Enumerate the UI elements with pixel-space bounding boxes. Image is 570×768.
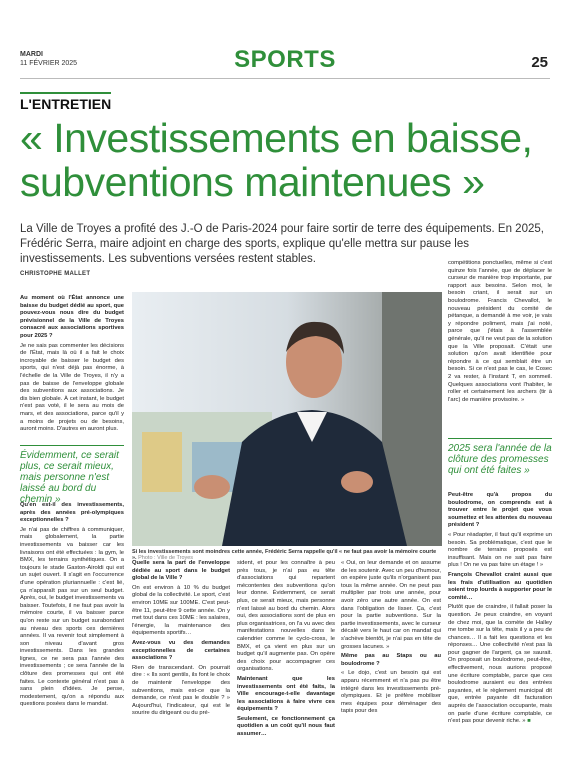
pull-quote-2: 2025 sera l'année de la clôture des promesses qui ont été faites » xyxy=(448,438,552,476)
photo-credit: Photo : Ville de Troyes xyxy=(138,555,194,561)
question-3: Quelle sera la part de l'enveloppe dédiée au sport dans le budget global de la Ville ? xyxy=(132,560,230,582)
column-4 xyxy=(341,560,441,718)
pull-quote-1: Évidemment, ce serait plus, ce serait mieux, mais personne n'est laissé au bord du chemin » xyxy=(20,445,124,505)
answer-8 xyxy=(448,604,552,726)
caption-text: Si les investissements sont moindres cette année, Frédéric Serra rappelle qu'il « ne faut pas avoir la mémoire courte ». xyxy=(132,549,437,561)
column-5 xyxy=(448,260,552,406)
question-6: Même pas au Staps ou au boulodrome ? xyxy=(341,653,441,667)
answer-3: On est environ à 10 % du budget global de la collectivité. Le sport, c'est environ 10ME sur 100ME. C'est peut-être 11, peut-être 9 cette année. On y met tout dans ces 10ME : les salaires, l'énergie, la maintenance des équipements sportifs… xyxy=(132,584,230,637)
question-8: François Chevallot craint aussi que les frais d'utilisation au quotidien soient trop lourds à supporter pour le comité… xyxy=(448,571,552,601)
question-2: Qu'en est-il des investissements, après des années pré-olympiques exceptionnelles ? xyxy=(20,502,124,524)
question-4: Avez-vous vu des demandes exceptionnelles de certaines associations ? xyxy=(132,639,230,662)
column-2 xyxy=(132,560,230,720)
question-1: Au moment où l'État annonce une baisse du budget dédié au sport, que pouvez-vous nous dire du budget prévisionnel de la Ville de Troyes consacré aux associations sportives pour 2025 ? xyxy=(20,295,124,339)
article-author: CHRISTOPHE MALLET xyxy=(20,271,91,277)
answer-4: Rien de transcendant. On pourrait dire : « Ils sont gentils, ils font le choix de maintenir l'enveloppe des subventions, mais est-ce que la demande, ce n'est pas le double ? » Aujourd'hui, l'indicateur, qui est le sourire du dirigeant ou du pré- xyxy=(132,664,230,717)
article-headline: « Investissements en baisse, subventions maintenues » xyxy=(20,115,533,205)
issue-day: MARDI xyxy=(20,51,43,58)
article-lead: La Ville de Troyes a profité des J.-O de Paris-2024 pour faire sortir de terre des équipements. En 2025, Frédéric Serra, maire adjoint en charge des sports, explique qu'elle mettra sur pause les investissements. Les subventions versées restent stables. xyxy=(20,223,544,265)
issue-date-text: 11 FÉVRIER 2025 xyxy=(20,60,78,67)
answer-5: « Oui, on leur demande et on assume de les soutenir. Avec un peu d'humour, on espère juste qu'ils n'organisent pas tous la même année. On ne peut pas multiplier par trois une année, pour avoir zéro une autre année. On est dans l'obligation de lisser. Ça, c'est pour la partie subventions. Sur la partie investissements, avec le curseur décalé vers le haut car on mandat qui s'achève bientôt, je n'ai pas en tête de grosses lacunes. » xyxy=(341,560,441,650)
answer-4-continued: sident, et pour les connaître à peu près tous, je n'ai pas eu tête d'associations qui repartent mécontentes des subventions qu'on leur donne. Évidemment, ce serait plus, ce serait mieux, mais personne n'est laissé au bord du chemin. Alors oui, des associations sont de plus en plus organisatrices, on l'a vu avec des manifestations nouvelles dans le calendrier comme le cyclo-cross, le BMX, et ça vient en plus sur un budget qu'il augmente pas. On opère des choix pour accompagner ces organisations. xyxy=(237,560,335,673)
portrait-illustration xyxy=(132,292,442,546)
answer-8-text: Plutôt que de craindre, il fallait poser la question. Je peux craindre, en voyant de chez moi, que la comète de Halley me tombe sur la tête, mais il y a peu de chances… Il a fait les questions et les réponses… Une collectivité n'est pas là pour gagner de l'argent, ça se saurait. On proposait un boulodrome, peut-être, effectivement, nous aurions proposé une écriture comptable, parce que ces boulodrome auraient eu des entrées payantes, et le règlement municipal dit que, entrée payante dit facturation auprès de l'association occupante, mais on parle d'une écriture comptable, ce n'est pas pour devenir riche. » xyxy=(448,604,552,725)
article-kicker: L'ENTRETIEN xyxy=(20,92,111,112)
question-7: Peut-être qu'à propos du boulodrome, on comprends est à trouver entre le projet que vous soumettez et les attentes du nouveau président ? xyxy=(448,492,552,529)
answer-6-continued: compétitions ponctuelles, même si c'est quinze fois l'année, que de déplacer le curseur de manière trop importante, par rapport aux besoins. Selon moi, le besoin criant, il serait sur un boulodrome. Francis Chevallot, le nouveau président du comité de pétanque, a demandé à me voir, je vais y répondre poliment, mais j'ai noté, parce que j'étais à l'assemblée générale, qu'il ne veut pas de la solution que la Ville proposait. C'était une solution qu'on avait identifiée pour répondre à ce qui semblait être un besoin. Si ce n'est pas le cas, le Cosec 2 va rester, à l'instant T, en sommeil. Quelques associations vont l'habiter, le roller et certainement les archers (tir à l'arc) de manière provisoire. » xyxy=(448,260,552,403)
column-3 xyxy=(237,560,335,741)
question-5: Maintenant que les investissements ont été faits, la Ville encourage-t-elle davantage les associations à faire vivre ces équipements ? xyxy=(237,675,335,713)
answer-1: Je ne sais pas commenter les décisions de l'État, mais là où il a fait le choix incroyable de baisser le budget des sports, qui n'est déjà pas énorme, à l'échelle de la Ville de Troyes, il n'y a pas de baisse de l'enveloppe globale des subventions aux associations. Je dis bien globale. À cet instant, le budget n'est pas voté, il le sera au mois de mars, et des associations, parce qu'il y a moins de projets ou de besoins, auront moins. D'autres en auront plus. xyxy=(20,342,124,433)
column-5-continued xyxy=(448,492,552,728)
answer-2: Je n'ai pas de chiffres à communiquer, mais globalement, la partie investissements va baisser car les livraisons ont été effectuées : la gym, le BMX, les terrains synthétiques. On a toujours le stade Gaston-Airoldi qui est un sujet ouvert. Il s'agit en l'occurrence d'une opération pluriannuelle : c'est lié, ça n'apparaît pas sur un seul budget. Après, oui, le budget investissements va baisser. Toutefois, il ne faut pas avoir la mémoire courte, il va baisser parce qu'on reste sur un budget surabondant au niveau des sports ces dernières années. Il va revenir tout simplement à son niveau d'avant gros investissements. Dans les grandes lignes, ce ne sera pas l'année des investissements ; ce sera l'année de la clôture des promesses qui ont été faites. Le contexte général n'est pas à sans plein d'idées. Je pense, modestement, qu'on a répondu aux questions posées dans le mandat. xyxy=(20,526,124,708)
article-photo xyxy=(132,292,442,546)
question-5-continued: Seulement, ce fonctionnement ça quotidien a un coût qu'il nous faut assumer… xyxy=(237,715,335,738)
answer-7: « Pour réadapter, il faut qu'il exprime un besoin. Sa problématique, c'est que le nombre de terrains proposés est insuffisant. Mais on ne sait pas faire plus ! On ne va pas faire un étage ! » xyxy=(448,531,552,569)
section-title: SPORTS xyxy=(234,46,336,73)
end-mark: ■ xyxy=(527,718,531,725)
column-1 xyxy=(20,295,124,436)
page-number: 25 xyxy=(531,54,548,71)
header-divider xyxy=(20,78,550,79)
column-1-continued xyxy=(20,502,124,711)
answer-6: « Le dojo, c'est un besoin qui est apparu récemment et n'a pas pu être intégré dans les investissements pré-olympiques. Et je préfère mobiliser mes équipes pour déménager des tapis pour des xyxy=(341,670,441,715)
